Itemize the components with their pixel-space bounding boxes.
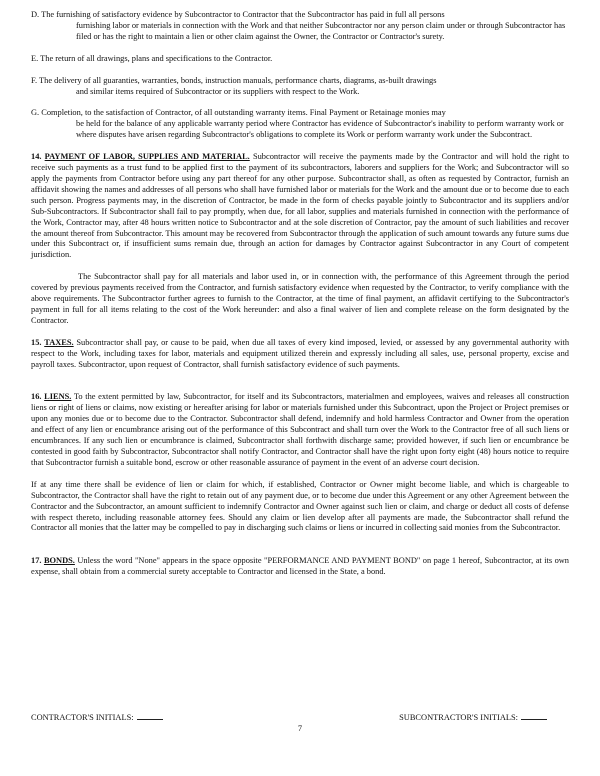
contractor-initials (31, 711, 163, 724)
section-16-paragraph-2: If at any time there shall be evidence of lien or claim for which, if established, Contractor or Owner might become liable, and which is chargeable to Subcontractor, the Contractor shall have the right to retain out of any payment due, or to become due under this Agreement or any other Agreement between the Contractor and the Subcontractor, an amount sufficient to indemnify Contractor and Owner against such lien or claim, and charge or deduct all costs of defense with respect thereto, including reasonable attorney fees. Should any claim or lien develop after all payments are made, the Subcontractor shall refund the Contractor all monies that the latter may be compelled to pay in discharging such claims or liens or incurred in collecting said monies from the Subcontractor. (31, 479, 569, 533)
list-item-continuation: furnishing labor or materials in connection with the Work and that neither Subcontractor nor any person claim under or through Subcontractor has filed or has the right to maintain a lien or other claim against the Owner, the Contractor or Contractor's surety. (76, 20, 566, 41)
page-number: 7 (297, 724, 303, 733)
list-item-f (31, 76, 569, 98)
section-16 (31, 392, 569, 468)
section-body: Unless the word "None" appears in the space opposite "PERFORMANCE AND PAYMENT BOND" on page 1 hereof, Subcontractor, at its own expense, shall obtain from a commercial surety acceptable to Contractor and licensed in the State, a bond. (31, 556, 569, 577)
document-page (31, 10, 569, 578)
list-item-first-line: D. The furnishing of satisfactory evidence by Subcontractor to Contractor that the Subcontractor has paid in full all persons (31, 10, 445, 19)
list-item-continuation: be held for the balance of any applicable warranty period where Contractor has evidence of Subcontractor's inability to perform warranty work or where disputes have arisen regarding Subcontractor's obligations to complete its Work or perform warranty work under the Subcontract. (76, 119, 564, 140)
contractor-initials-label: CONTRACTOR'S INITIALS: (31, 713, 134, 722)
section-title: TAXES. (44, 337, 74, 347)
section-number: 15. (31, 337, 42, 347)
section-title: BONDS. (43, 556, 75, 566)
subcontractor-initials-blank (521, 711, 547, 720)
subcontractor-initials (399, 711, 547, 724)
section-number: 14. (31, 152, 42, 162)
list-item-g (31, 108, 569, 141)
section-14-paragraph-2: The Subcontractor shall pay for all materials and labor used in, or in connection with, the performance of this Agreement through the period covered by previous payments received from the Contractor, and furnish satisfactory evidence when requested by the Contractor, to verify compliance with the above requirements. The Subcontractor further agrees to furnish to the Contractor, at the time of final payment, an affidavit certifying to the Subcontractor's payment in full for all items relating to the cost of the Work hereunder: and also a final waiver of lien and complete release on the form designated by the Contractor. (31, 272, 569, 325)
list-item-e (31, 54, 569, 65)
section-15 (31, 338, 569, 371)
list-item-first-line: E. The return of all drawings, plans and specifications to the Contractor. (31, 53, 273, 63)
section-title: PAYMENT OF LABOR, SUPPLIES AND MATERIAL. (44, 152, 250, 162)
subcontractor-initials-label: SUBCONTRACTOR'S INITIALS: (399, 713, 518, 722)
section-17 (31, 556, 569, 578)
section-number: 16. (31, 392, 42, 402)
section-title: LIENS. (44, 392, 72, 402)
list-item-first-line: F. The delivery of all guaranties, warranties, bonds, instruction manuals, performance charts, diagrams, as-built drawings (31, 75, 437, 85)
list-item-first-line: G. Completion, to the satisfaction of Contractor, of all outstanding warranty items. Final Payment or Retainage monies may (31, 108, 446, 118)
section-body: To the extent permitted by law, Subcontractor, for itself and its Subcontractors, materialmen and employees, waives and releases all construction liens or right of liens or claims, now existing or hereafter arising for labor or materials furnished under this Subcontract, upon the Project or Project premises or upon any monies due or to become due to the Contractor. Subcontractor shall defend, indemnify and hold harmless Contractor and Owner from the operation and effect of any lien or encumbrance arising out of the performance of this Subcontract and shall turn over the Work to the Contractor free of all such liens or encumbrances. If any such lien or encumbrance is claimed, Subcontractor shall forthwith discharge same; provided however, if such lien or encumbrance be contested in good faith by Subcontractor, Subcontractor shall notify Contractor, and Contractor shall have the right upon forty eight (48) hours notice to require that Subcontractor furnish a suitable bond, escrow or other reasonable assurance of payment in the event of an adverse court decision. (31, 392, 570, 467)
section-number: 17. (31, 556, 42, 566)
list-item-continuation: and similar items required of Subcontractor or its suppliers with respect to the Work. (76, 86, 360, 96)
list-item-d (31, 10, 569, 43)
section-body: Subcontractor will receive the payments made by the Contractor and will hold the right to receive such payments as a trust fund to be applied first to the payment of its subcontractors, laborers and suppliers for the Work; and Subcontractor will so apply the payments from Contractor before using any part thereof for any other purpose. Subcontractor shall, as often as requested by Contractor, furnish an affidavit showing the names and addresses of all persons who shall have furnished labor or materials for the Work and the amount due or to become due to each such person. Progress payments may, in the discretion of Contractor, be made in the form of checks payable jointly to Subcontractor and its suppliers and/or Sub-Subcontractors. If Subcontractor shall fail to pay promptly, when due, for all labor, supplies and materials furnished in connection with the performance of the Work, Contractor may, after 48 hours written notice to Subcontractor and at the sole discretion of Contractor, pay the amount of such liabilities and recover the amount thereof from Subcontractor. This amount may be recovered from Subcontractor through the application of such amount towards any future sums due under this Subcontract or, if insufficient sums remain due, through an action for damages by Contractor against Subcontractor in any Court of competent jurisdiction. (31, 152, 570, 260)
contractor-initials-blank (137, 711, 163, 720)
section-14 (31, 152, 569, 261)
section-body: Subcontractor shall pay, or cause to be paid, when due all taxes of every kind imposed, levied, or assessed by any governmental authority with respect to the Work, including taxes for labor, materials and equipment utilized therein and expressly including all sales, use, personal property, excise and payroll taxes. Subcontractor, upon request of Contractor, shall furnish satisfactory evidence of such payments. (31, 337, 570, 369)
